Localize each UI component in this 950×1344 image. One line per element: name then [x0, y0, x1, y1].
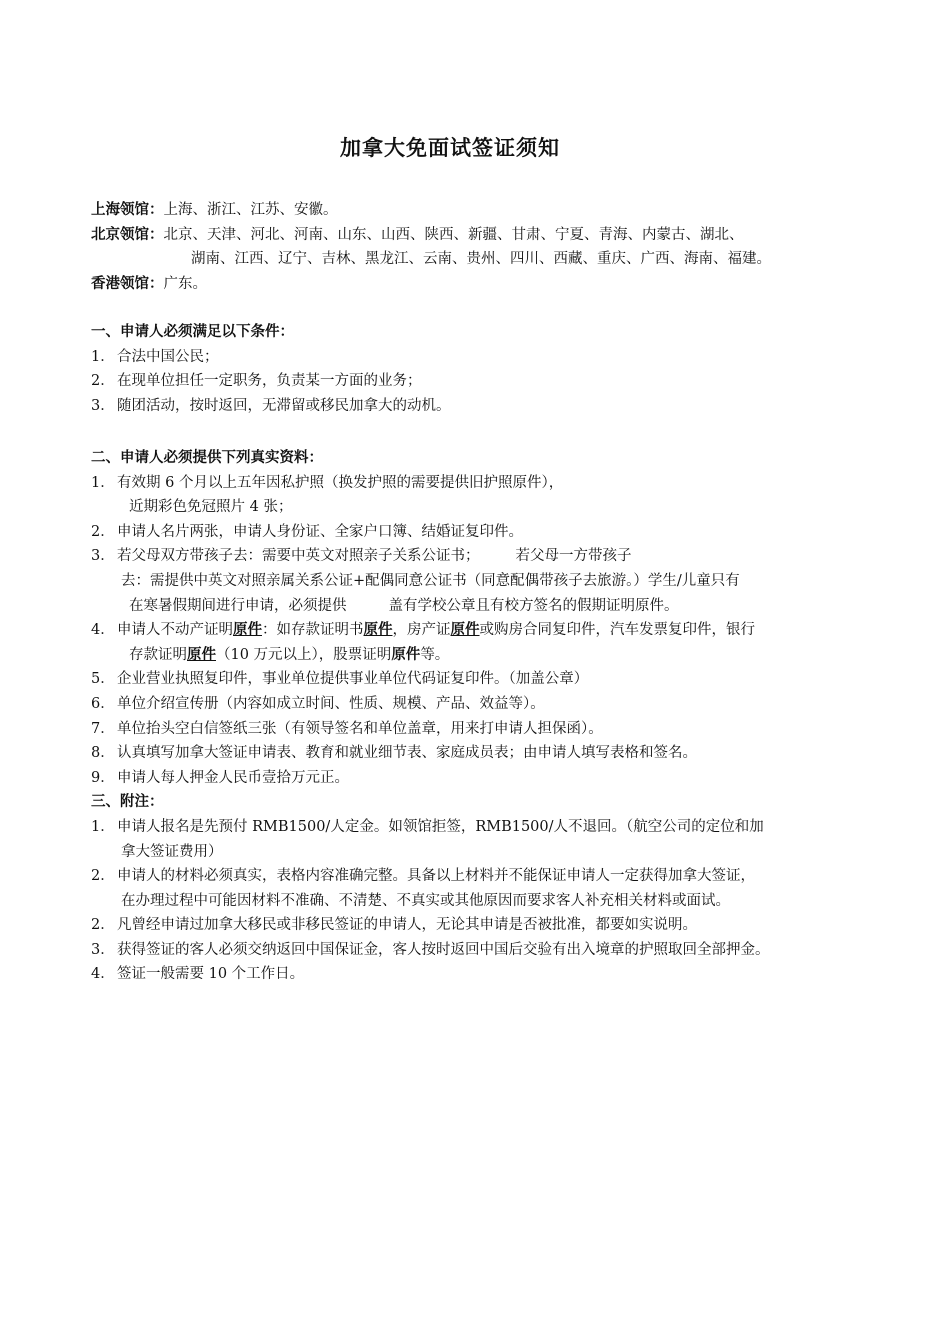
list-item: 2． 申请人名片两张，申请人身份证、全家户口簿、结婚证复印件。	[91, 523, 523, 540]
list-item: 1． 合法中国公民；	[91, 348, 219, 365]
list-item: 2． 凡曾经申请过加拿大移民或非移民签证的申请人，无论其申请是否被批准，都要如实说明。	[91, 917, 697, 934]
list-item: 1． 申请人报名是先预付 RMB1500/人定金。如领馆拒签，RMB1500/人不退回。（航空公司的定位和加	[91, 818, 764, 835]
list-item: 3． 随团活动，按时返回，无滞留或移民加拿大的动机。	[91, 397, 451, 414]
shanghai-consulate	[91, 198, 866, 223]
list-item-continuation: 在办理过程中可能因材料不准确、不清楚、不真实或其他原因而要求客人补充相关材料或面试。	[121, 892, 730, 909]
original-doc-label: 原件	[450, 622, 480, 639]
list-item: 7． 单位抬头空白信签纸三张（有领导签名和单位盖章，用来打申请人担保函）。	[91, 720, 603, 737]
list-item: 3． 获得签证的客人必须交纳返回中国保证金，客人按时返回中国后交验有出入境章的护照取回全部押金。	[91, 941, 770, 958]
beijing-consulate	[91, 223, 866, 248]
original-doc-label: 原件	[363, 622, 393, 639]
shanghai-label: 上海领馆：	[91, 202, 164, 218]
beijing-regions-line1: 北京、天津、河北、河南、山东、山西、陕西、新疆、甘肃、宁夏、青海、内蒙古、湖北、	[163, 226, 744, 243]
section3-heading: 三、附注：	[91, 794, 164, 811]
original-doc-label: 原件	[233, 622, 262, 639]
list-item: 8． 认真填写加拿大签证申请表、教育和就业细节表、家庭成员表；由申请人填写表格和签名。	[91, 745, 697, 762]
hongkong-regions: 广东。	[163, 275, 207, 292]
original-doc-label: 原件	[187, 646, 216, 663]
section2-heading: 二、申请人必须提供下列真实资料：	[91, 450, 323, 466]
list-item: 5． 企业营业执照复印件，事业单位提供事业单位代码证复印件。（加盖公章）	[91, 671, 589, 688]
section1-heading: 一、申请人必须满足以下条件：	[91, 324, 294, 340]
shanghai-regions: 上海、浙江、江苏、安徽。	[163, 202, 338, 218]
document-title: 加拿大免面试签证须知	[340, 136, 560, 160]
original-doc-label: 原件	[391, 646, 421, 663]
list-item: 2． 申请人的材料必须真实，表格内容准确完整。具备以上材料并不能保证申请人一定获得加拿大签证，	[91, 868, 755, 885]
list-item: 6． 单位介绍宣传册（内容如成立时间、性质、规模、产品、效益等）。	[91, 695, 545, 712]
list-item: 9． 申请人每人押金人民币壹拾万元正。	[91, 769, 349, 786]
list-item-continuation: 拿大签证费用）	[121, 843, 223, 860]
list-item: 2． 在现单位担任一定职务，负责某一方面的业务；	[91, 373, 422, 390]
list-item-continuation: 存款证明原件（10 万元以上），股票证明原件等。	[129, 646, 450, 663]
hongkong-label: 香港领馆：	[91, 275, 164, 292]
list-item: 3． 若父母双方带孩子去：需要中英文对照亲子关系公证书； 若父母一方带孩子	[91, 548, 632, 565]
beijing-label: 北京领馆：	[91, 226, 164, 243]
list-item: 1． 有效期 6 个月以上五年因私护照（换发护照的需要提供旧护照原件），	[91, 474, 564, 491]
section-conditions	[91, 320, 866, 418]
hongkong-consulate	[91, 272, 866, 297]
beijing-regions-line2: 湖南、江西、辽宁、吉林、黑龙江、云南、贵州、四川、西藏、重庆、广西、海南、福建。	[191, 251, 771, 268]
section-documents	[91, 446, 866, 987]
list-item: 4． 签证一般需要 10 个工作日。	[91, 966, 305, 983]
list-item: 4． 申请人不动产证明原件：如存款证明书原件，房产证原件或购房合同复印件，汽车发票复印件，银行	[91, 622, 755, 639]
list-item-continuation: 近期彩色免冠照片 4 张；	[129, 499, 293, 516]
list-item-continuation: 去：需提供中英文对照亲属关系公证+配偶同意公证书（同意配偶带孩子去旅游。）学生/儿童只有	[121, 572, 740, 589]
list-item-continuation: 在寒暑假期间进行申请，必须提供 盖有学校公章且有校方签名的假期证明原件。	[129, 597, 679, 614]
consulate-list	[91, 198, 866, 296]
